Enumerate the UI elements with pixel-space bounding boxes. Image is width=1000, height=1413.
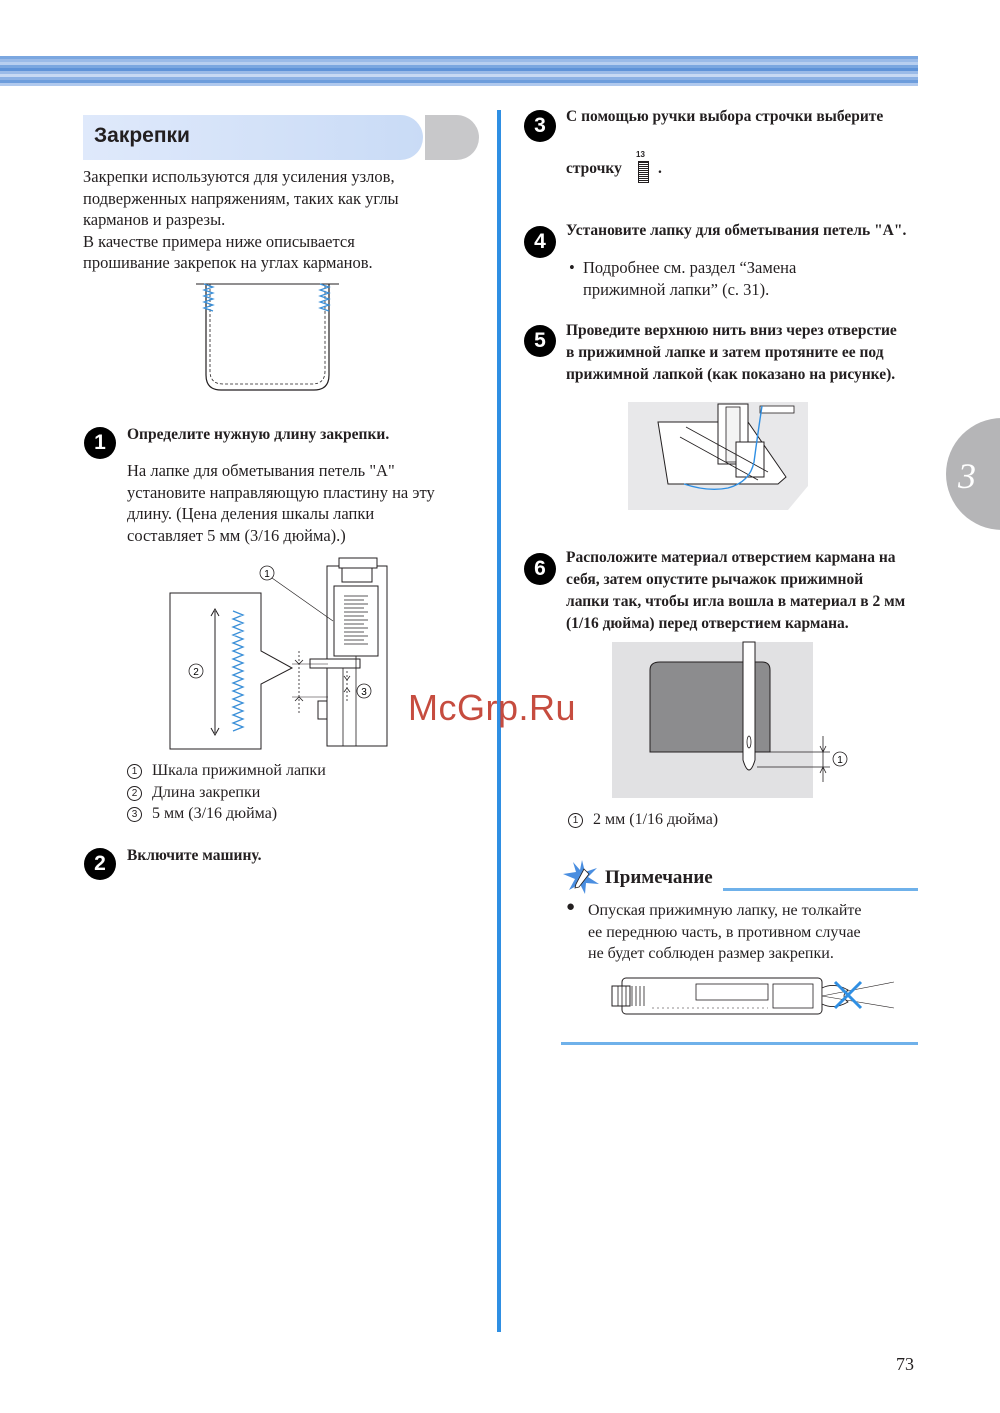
chapter-number: 3 bbox=[958, 456, 976, 496]
watermark: McGrp.Ru bbox=[408, 687, 577, 728]
step-4-number: 4 bbox=[524, 226, 556, 258]
step-5-number: 5 bbox=[524, 325, 556, 357]
legend-item bbox=[127, 782, 326, 804]
step-3-number: 3 bbox=[524, 110, 556, 142]
needle-position-figure bbox=[612, 642, 852, 800]
intro-line: Закрепки используются для усиления узлов, bbox=[83, 167, 395, 186]
step-5-title: Проведите верхнюю нить вниз через отверстие в прижимной лапке и затем протяните ее под прижимной лапкой (как показано на рисунке). bbox=[566, 322, 897, 383]
bartack-stitch-icon bbox=[638, 161, 649, 183]
section-title: Закрепки bbox=[94, 124, 190, 147]
step-4-bullet-line: • Подробнее см. раздел “Замена bbox=[569, 258, 797, 277]
presser-foot-threading-figure bbox=[628, 402, 808, 512]
intro-line: подверженных напряжениям, таких как углы bbox=[83, 188, 399, 208]
legend-marker: 2 bbox=[127, 786, 142, 801]
callout-1: 1 bbox=[837, 755, 843, 766]
legend-marker: 1 bbox=[127, 764, 142, 779]
intro-paragraph bbox=[83, 166, 483, 274]
figure-1-legend bbox=[127, 760, 326, 825]
step-3-title-cont: строчку bbox=[566, 160, 622, 177]
step-1-line: установите направляющую пластину на эту bbox=[127, 482, 435, 502]
step-1-line: составляет 5 мм (3/16 дюйма).) bbox=[127, 525, 346, 545]
note-underline bbox=[723, 888, 918, 891]
legend-text: 2 мм (1/16 дюйма) bbox=[593, 811, 719, 828]
step-4-bullet bbox=[569, 257, 796, 300]
step-1-body bbox=[127, 460, 487, 546]
callout-3: 3 bbox=[361, 687, 367, 698]
legend-text: Длина закрепки bbox=[152, 783, 261, 801]
intro-line: В качестве примера ниже описывается bbox=[83, 231, 355, 251]
legend-text: 5 мм (3/16 дюйма) bbox=[152, 805, 278, 822]
step-1-number: 1 bbox=[84, 427, 116, 459]
step-4-bullet-line: прижимной лапки” (с. 31). bbox=[583, 279, 770, 299]
callout-2: 2 bbox=[193, 667, 199, 678]
presser-foot-scale-figure bbox=[168, 556, 408, 756]
step-3-period: . bbox=[658, 160, 662, 177]
step-2-title: Включите машину. bbox=[127, 847, 262, 864]
legend-text: Шкала прижимной лапки bbox=[152, 762, 326, 779]
callout-1: 1 bbox=[264, 569, 270, 580]
note-icon bbox=[563, 860, 601, 894]
page-number: 73 bbox=[896, 1354, 914, 1374]
step-1-title: Определите нужную длину закрепки. bbox=[127, 426, 390, 443]
step-2-number: 2 bbox=[84, 848, 116, 880]
legend-item bbox=[127, 760, 326, 782]
figure-6-legend bbox=[568, 809, 718, 831]
section-heading-cap bbox=[425, 115, 479, 160]
legend-marker: 3 bbox=[127, 807, 142, 822]
step-3-title: С помощью ручки выбора строчки выберите bbox=[566, 108, 884, 125]
note-title: Примечание bbox=[605, 867, 713, 888]
step-6-title: Расположите материал отверстием кармана на себя, затем опустите рычажок прижимной лапки так, чтобы игла вошла в материал в 2 мм (1/16 дюйма) перед отверстием кармана. bbox=[566, 549, 906, 632]
note-text: Опуская прижимную лапку, не толкайте ее переднюю часть, в противном случае не будет соблюден размер закрепки. bbox=[588, 902, 862, 962]
note-bullet: ● bbox=[566, 899, 576, 915]
intro-line: прошивание закрепок на углах карманов. bbox=[83, 253, 373, 272]
stitch-code: 13 bbox=[636, 150, 645, 159]
pocket-illustration bbox=[196, 280, 336, 395]
step-1-line: На лапке для обметывания петель "A" bbox=[127, 461, 395, 480]
step-4-title: Установите лапку для обметывания петель "A". bbox=[566, 222, 907, 239]
presser-foot-top-view-figure bbox=[608, 972, 898, 1022]
note-bottom-rule bbox=[561, 1042, 918, 1045]
header-stripes bbox=[0, 56, 918, 86]
step-1-line: длину. (Цена деления шкалы лапки bbox=[127, 504, 375, 523]
intro-line: карманов и разрезы. bbox=[83, 210, 226, 229]
step-6-number: 6 bbox=[524, 553, 556, 585]
legend-marker: 1 bbox=[568, 813, 583, 828]
legend-item bbox=[127, 803, 326, 825]
